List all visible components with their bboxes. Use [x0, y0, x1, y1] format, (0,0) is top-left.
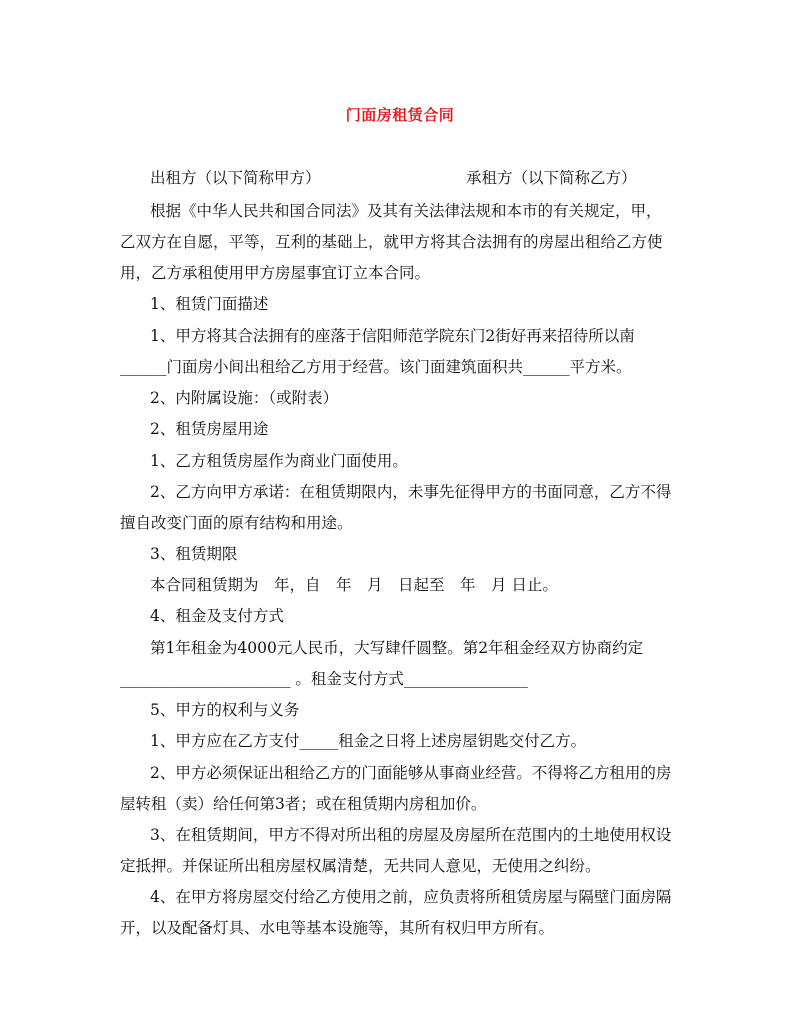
section-heading: 2、租赁房屋用途	[150, 420, 269, 438]
document-title: 门面房租赁合同	[345, 106, 455, 124]
lessee-label: 承租方（以下简称乙方）	[466, 169, 637, 187]
paragraph-line: 定抵押。并保证所出租房屋权属清楚，无共同人意见，无使用之纠纷。	[120, 857, 601, 875]
paragraph-line: 2、乙方向甲方承诺：在租赁期限内，未事先征得甲方的书面同意，乙方不得	[150, 483, 672, 501]
paragraph-line: 擅自改变门面的原有结构和用途。	[120, 514, 353, 532]
paragraph-line: 1、甲方应在乙方支付_____租金之日将上述房屋钥匙交付乙方。	[150, 732, 587, 750]
section-heading: 4、租金及支付方式	[150, 607, 284, 625]
paragraph-line: 开，以及配备灯具、水电等基本设施等，其所有权归甲方所有。	[120, 919, 555, 937]
paragraph-line: 根据《中华人民共和国合同法》及其有关法律法规和本市的有关规定，甲，	[150, 202, 662, 220]
paragraph-line: 4、在甲方将房屋交付给乙方使用之前，应负责将所租赁房屋与隔壁门面房隔	[150, 888, 672, 906]
paragraph-line: 1、甲方将其合法拥有的座落于信阳师范学院东门2街好再来招待所以南	[150, 327, 635, 345]
paragraph-line: ______________________ 。租金支付方式________________	[120, 670, 528, 688]
paragraph-line: 3、在租赁期间，甲方不得对所出租的房屋及房屋所在范围内的土地使用权设	[150, 826, 672, 844]
paragraph-line: 用，乙方承租使用甲方房屋事宜订立本合同。	[120, 264, 431, 282]
paragraph-line: 1、乙方租赁房屋作为商业门面使用。	[150, 452, 408, 470]
paragraph-line: 2、内附属设施：（或附表）	[150, 389, 339, 407]
section-heading: 5、甲方的权利与义务	[150, 701, 300, 719]
section-heading: 1、租赁门面描述	[150, 295, 269, 313]
paragraph-line: 第1年租金为4000元人民币，大写肆仟圆整。第2年租金经双方协商约定	[150, 639, 644, 657]
paragraph-line: 屋转租（卖）给任何第3者；或在租赁期内房租加价。	[120, 795, 487, 813]
lessor-label: 出租方（以下简称甲方）	[150, 169, 321, 187]
paragraph-line: 乙双方在自愿，平等，互利的基础上，就甲方将其合法拥有的房屋出租给乙方使	[120, 233, 663, 251]
paragraph-line: ______门面房小间出租给乙方用于经营。该门面建筑面积共______平方米。	[120, 358, 632, 376]
paragraph-line: 2、甲方必须保证出租给乙方的门面能够从事商业经营。不得将乙方租用的房	[150, 764, 672, 782]
paragraph-line: 本合同租赁期为 年，自 年 月 日起至 年 月 日止。	[150, 576, 558, 594]
section-heading: 3、租赁期限	[150, 545, 238, 563]
